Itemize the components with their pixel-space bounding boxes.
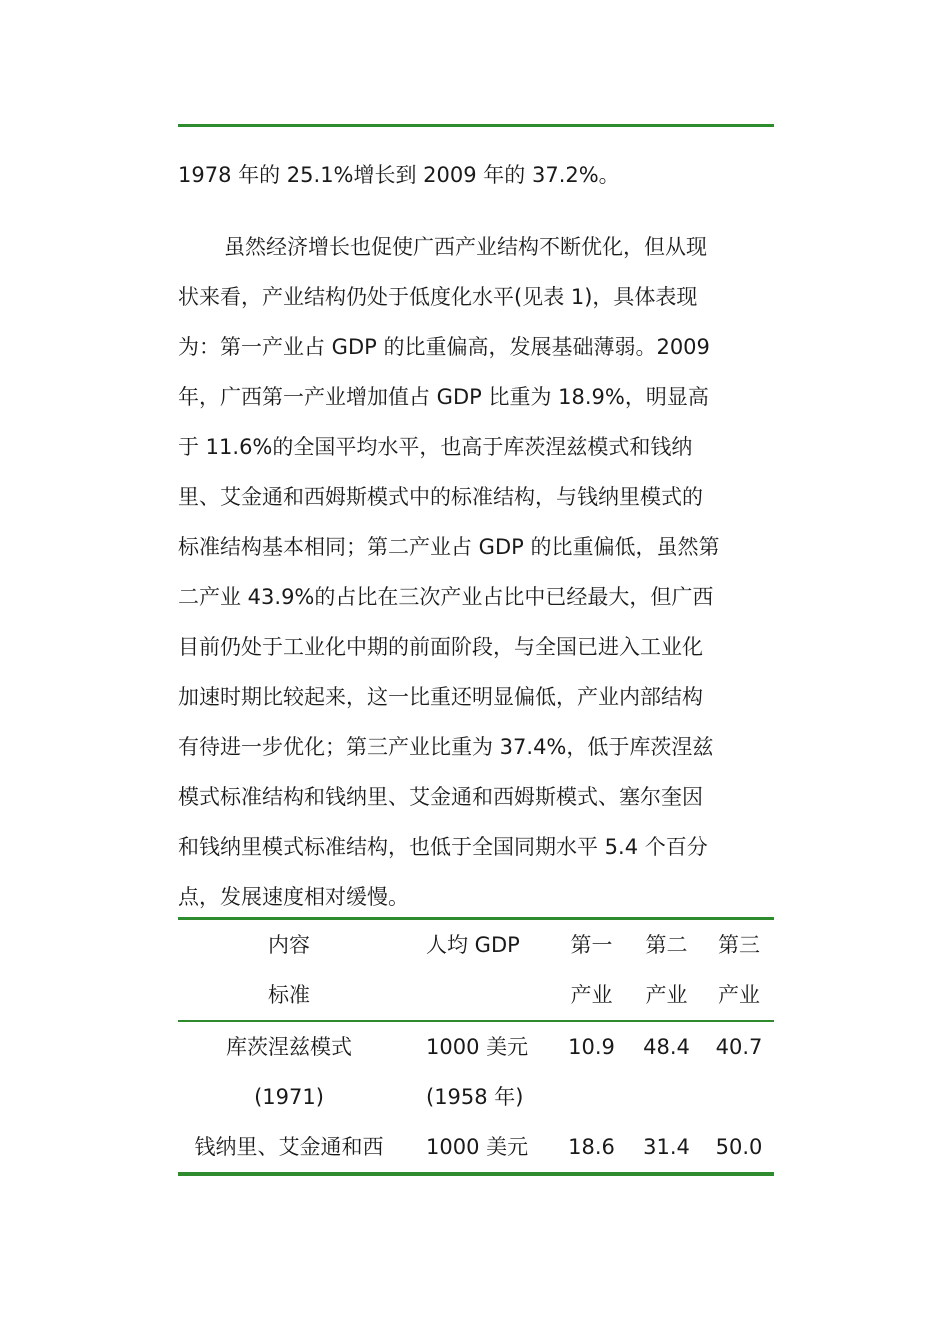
header-cell-standard: 内容 标准: [268, 933, 310, 1007]
text-line: 标准结构基本相同；第二产业占 GDP 的比重偏低，虽然第: [178, 535, 720, 559]
primary-cell: 10.9: [568, 1034, 615, 1059]
header-cell-primary: 第一 产业: [570, 933, 613, 1007]
model-cell: 库茨涅兹模式 (1971): [226, 1034, 352, 1109]
body-paragraph: [178, 222, 774, 922]
text-line: 有待进一步优化；第三产业比重为 37.4%，低于库茨涅兹: [178, 735, 714, 759]
tertiary-cell: 40.7: [715, 1034, 763, 1059]
header-cell-tertiary: 第三 产业: [718, 933, 760, 1007]
header-cell-secondary: 第二 产业: [645, 933, 688, 1007]
table-bottom-rule: [178, 1172, 774, 1176]
table-row: [178, 1122, 774, 1172]
text-line: 目前仍处于工业化中期的前面阶段，与全国已进入工业化: [178, 635, 703, 659]
text-line: 为：第一产业占 GDP 的比重偏高，发展基础薄弱。2009: [178, 335, 710, 359]
industry-structure-table: [178, 917, 774, 1176]
text-line: 和钱纳里模式标准结构，也低于全国同期水平 5.4 个百分: [178, 835, 708, 859]
text-line: 二产业 43.9%的占比在三次产业占比中已经最大，但广西: [178, 585, 714, 609]
text-line: 1978 年的 25.1%增长到 2009 年的 37.2%。: [178, 163, 620, 187]
primary-cell: 18.6: [568, 1134, 615, 1159]
tail-sentence: [178, 150, 774, 200]
secondary-cell: 31.4: [643, 1134, 690, 1159]
text-line: 模式标准结构和钱纳里、艾金通和西姆斯模式、塞尔奎因: [178, 785, 703, 809]
text-line: 加速时期比较起来，这一比重还明显偏低，产业内部结构: [178, 685, 703, 709]
secondary-cell: 48.4: [643, 1034, 690, 1059]
table-header-row: [178, 920, 774, 1020]
tertiary-cell: 50.0: [715, 1134, 763, 1159]
text-line: 虽然经济增长也促使广西产业结构不断优化，但从现: [224, 235, 707, 259]
text-line: 于 11.6%的全国平均水平，也高于库茨涅兹模式和钱纳: [178, 435, 693, 459]
gdp-cell: 1000 美元 (1958 年): [426, 1034, 529, 1109]
top-rule: [178, 124, 774, 127]
text-line: 里、艾金通和西姆斯模式中的标准结构，与钱纳里模式的: [178, 485, 703, 509]
text-line: 年，广西第一产业增加值占 GDP 比重为 18.9%，明显高: [178, 385, 709, 409]
text-line: 状来看，产业结构仍处于低度化水平(见表 1)，具体表现: [178, 285, 698, 309]
header-cell-gdp: 人均 GDP: [426, 933, 520, 957]
gdp-cell: 1000 美元: [426, 1134, 529, 1159]
table-row: [178, 1022, 774, 1122]
text-line: 点，发展速度相对缓慢。: [178, 885, 409, 909]
model-cell: 钱纳里、艾金通和西: [194, 1134, 384, 1159]
